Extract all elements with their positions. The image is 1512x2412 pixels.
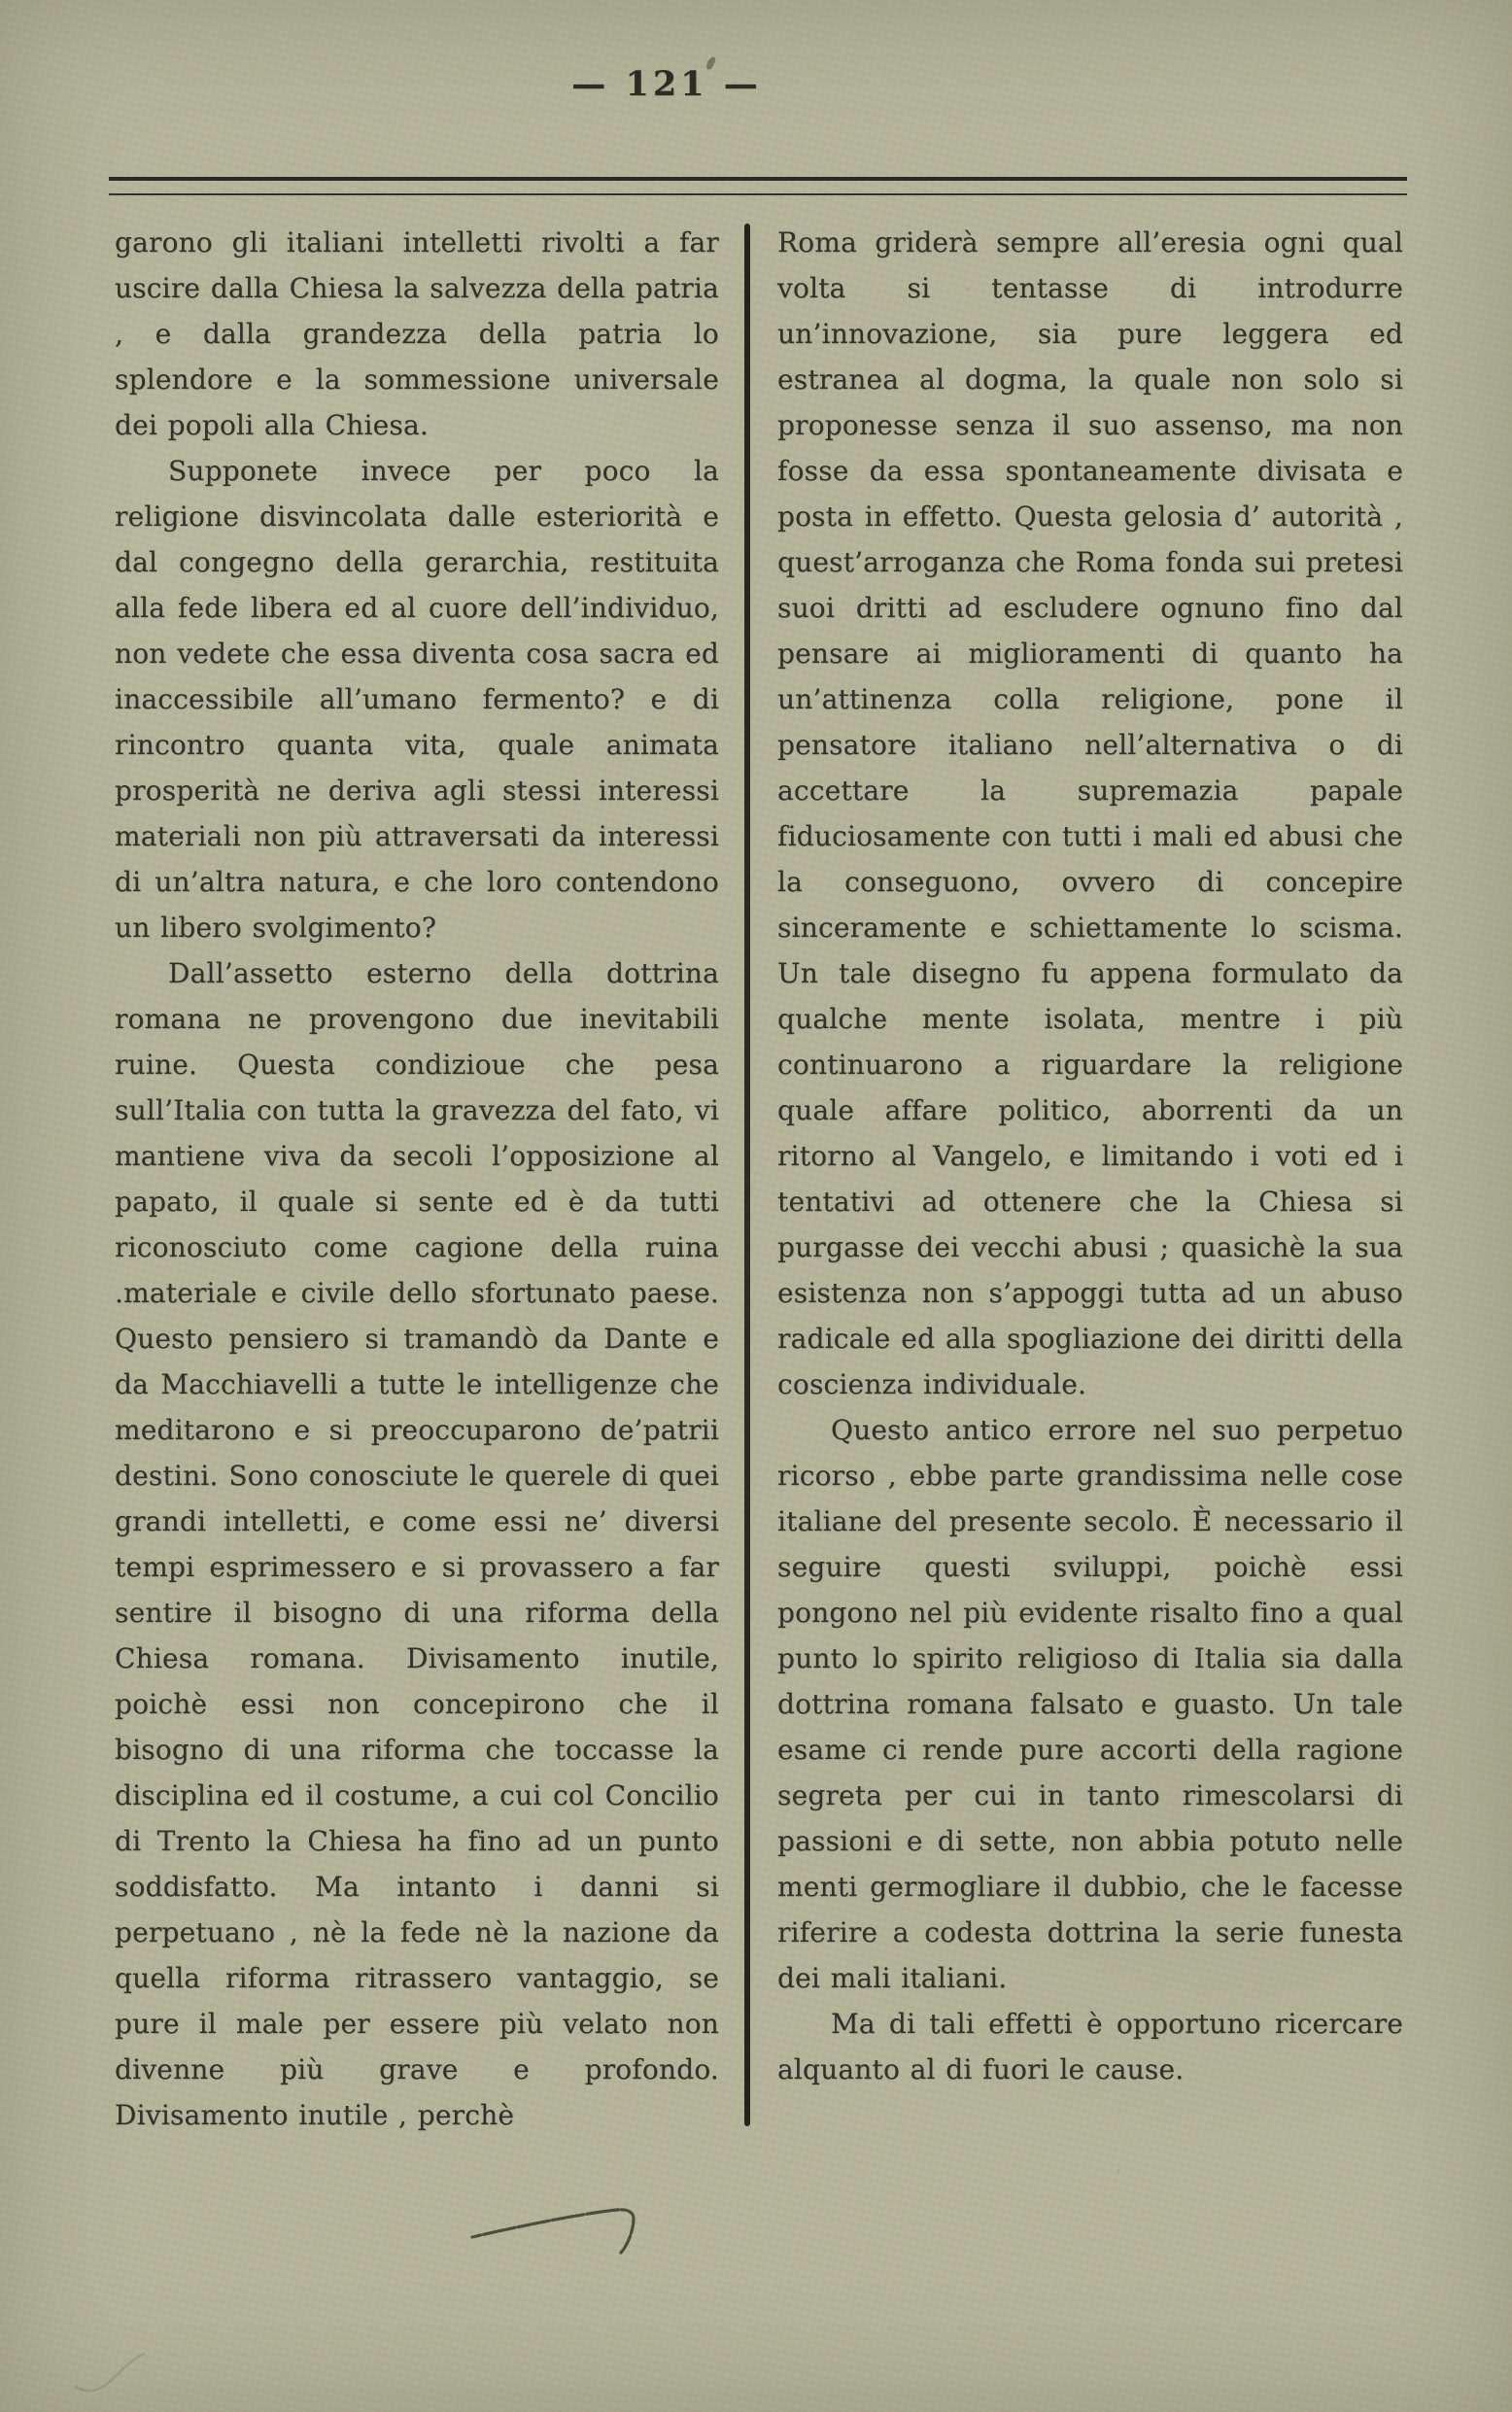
paragraph: Ma di tali effetti è opportuno ricercare alquanto al di fuori le cause. — [777, 2008, 1403, 2085]
paragraph: Questo antico errore nel suo perpetuo ricorso , ebbe parte grandissima nelle cose italiane del presente secolo. È necessario il seguire questi sviluppi, poichè essi pongono nel più evidente risalto fino a qual punto lo spirito religioso di Italia sia dalla dottrina romana falsato e guasto. Un tale esame ci rende pure accorti della ragione segreta per cui in tanto rimescolarsi di passioni e di sette, non abbia potuto nelle menti germogliare il dubbio, che le facesse riferire a codesta dottrina la serie funesta dei mali italiani. — [777, 1414, 1403, 1994]
right-column — [777, 220, 1403, 2092]
paragraph-continuation: Roma griderà sempre all’eresia ogni qual volta si tentasse di introdurre un’innovazione, sia pure leggera ed estranea al dogma, la quale non solo si proponesse senza il suo assenso, ma non fosse da essa spontaneamente divisata e posta in effetto. Questa gelosia d’ autorità , quest’arroganza che Roma fonda sui pretesi suoi dritti ad escludere ognuno fino dal pensare ai miglioramenti di quanto ha un’attinenza colla religione, pone il pensatore italiano nell’alternativa o di accettare la supremazia papale fiduciosamente con tutti i mali ed abusi che la conseguono, ovvero di concepire sinceramente e schiettamente lo scisma. Un tale disegno fu appena formulato da qualche mente isolata, mentre i più continuarono a riguardare la religione quale affare politico, aborrenti da un ritorno al Vangelo, e limitando i voti ed i tentativi ad ottenere che la Chiesa si purgasse dei vecchi abusi ; quasichè la sua esistenza non s’appoggi tutta ad un abuso radicale ed alla spogliazione dei diritti della coscienza individuale. — [777, 226, 1403, 1400]
header-rule — [109, 177, 1407, 195]
page-number: — 121 — — [571, 64, 762, 104]
paragraph: Supponete invece per poco la religione disvincolata dalle esteriorità e dal congegno della gerarchia, restituita alla fede libera ed al cuore dell’individuo, non vedete che essa diventa cosa sacra ed inaccessibile all’umano fermento? e di rincontro quanta vita, quale animata prosperità ne deriva agli stessi interessi materiali non più attraversati da interessi di un’altra natura, e che loro contendono un libero svolgimento? — [115, 455, 719, 944]
paragraph: Dall’assetto esterno della dottrina romana ne provengono due inevitabili ruine. Questa condizioue che pesa sull’Italia con tutta la gravezza del fato, vi mantiene viva da secoli l’opposizione al papato, il quale si sente ed è da tutti riconosciuto come cagione della ruina .materiale e civile dello sfortunato paese. Questo pensiero si tramandò da Dante e da Macchiavelli a tutte le intelligenze che meditarono e si preoccuparono de’patrii destini. Sono conosciute le querele di quei grandi intelletti, e come essi ne’ diversi tempi esprimessero e si provassero a far sentire il bisogno di una riforma della Chiesa romana. Divisamento inutile, poichè essi non concepirono che il bisogno di una riforma che toccasse la disciplina ed il costume, a cui col Concilio di Trento la Chiesa ha fino ad un punto soddisfatto. Ma intanto i danni si perpetuano , nè la fede nè la nazione da quella riforma ritrassero vantaggio, se pure il male per essere più velato non divenne più grave e profondo. Divisamento inutile , perchè — [115, 957, 719, 2131]
paragraph-continuation: garono gli italiani intelletti rivolti a far uscire dalla Chiesa la salvezza della patria , e dalla grandezza della patria lo splendore e la sommessione universale dei popoli alla Chiesa. — [115, 226, 719, 441]
ink-squiggle — [464, 2194, 669, 2272]
left-column — [115, 220, 719, 2138]
pencil-check-mark — [68, 2340, 155, 2408]
column-divider — [744, 224, 750, 2126]
